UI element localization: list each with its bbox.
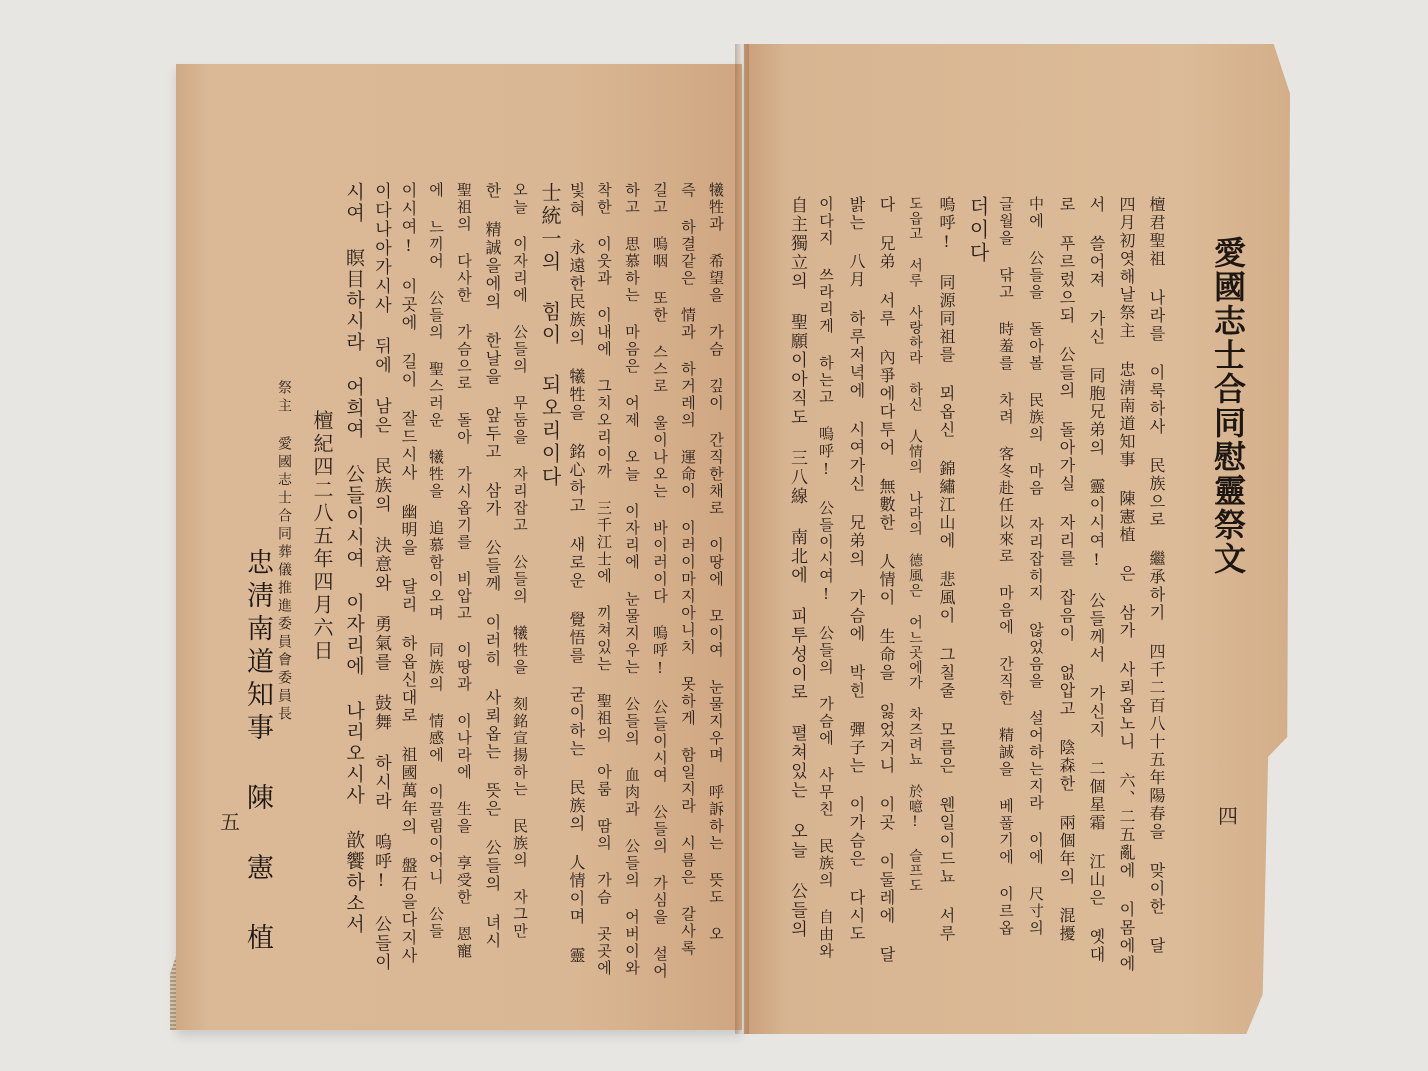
signature-role: 祭主 愛國志士合同葬儀推進委員會委員長 [276, 380, 292, 724]
page-number-left: 五 [220, 810, 240, 834]
text-column: 에 느끼어 公들의 聖스러운 犧牲을 追慕함이오며 同族의 情感에 이끌림이어니 公들 [427, 182, 445, 940]
book-gutter [735, 44, 749, 1034]
text-column: 한 精誠을에의 한날을 앞두고 삼가 公들께 이러히 사뢰옵는 뜻은 公들의 녀시 [483, 182, 502, 950]
text-column: 犧牲과 希望을 가슴 깊이 간직한채로 이땅에 모이여 눈물지우며 呼訴하는 뜻도 오 [707, 182, 725, 943]
text-column: 더이다 [966, 196, 990, 265]
text-column: 서 쓸어져 가신 同胞兄弟의 靈이시여! 公들께서 가신지 二個星霜 江山은 옛대 [1087, 196, 1106, 964]
text-column: 이시여! 이곳에 길이 잘드시사 幽明을 달리 하옵신대로 祖國萬年의 盤石을다지사 [399, 182, 418, 965]
text-column: 檀君聖祖 나라를 이룩하사 民族으로 繼承하기 四千二百八十五年陽春을 맞이한 달 [1147, 196, 1166, 955]
signature-name: 忠淸南道知事 陳 憲 植 [242, 548, 273, 956]
text-column: 글월을 닦고 時羞를 차려 客冬赴任以來로 마음에 간직한 精誠을 베풀기에 이르옵 [997, 196, 1015, 937]
text-column: 로 푸르렀으되 公들의 돌아가실 자리를 잡음이 없압고 陰森한 兩個年의 混擾 [1057, 196, 1076, 943]
prayer-title: 愛國志士合同慰靈祭文 [1209, 236, 1247, 576]
text-column: 다 兄弟 서루 內爭에다투어 無數한 人情이 生命을 잃었거니 이곳 이둘레에 달 [877, 196, 896, 964]
text-column: 시여 瞑目하시라 어희여 公들이시여 이자리에 나리오시사 歆饗하소서 [343, 182, 365, 935]
date-line: 檀紀四二八五年四月六日 [310, 410, 334, 663]
text-column: 착한 이웃과 이내에 그치오리이까 三千江士에 끼쳐있는 聖祖의 아룸 땀의 가슴 곳곳에 [595, 182, 613, 977]
text-column: 하고 思慕하는 마음은 어제 오늘 이자리에 눈물지우는 公들의 血肉과 公들의 어버이와 [623, 182, 641, 977]
page-number-right: 四 [1218, 804, 1238, 828]
text-column: 이다나아가시사 뒤에 남은 民族의 決意와 勇氣를 鼓舞 하시라 嗚呼! 公들이 [371, 182, 391, 972]
text-column: 밝는 八月 하루저녁에 시여가신 兄弟의 가슴에 박힌 彈子는 이가슴은 다시도 [847, 196, 866, 943]
text-column: 自主獨立의 聖願이아직도 三八線 南北에 피투성이로 펼쳐있는 오늘 公들의 [787, 196, 807, 939]
text-column: 도읍고 서루 사랑하라 하신 人情의 나라의 德風은 어느곳에가 차즈려뇨 於噫! 슬프도 [907, 196, 923, 893]
text-column: 빛혀 永遠한民族의 犧牲을 銘心하고 새로운 覺悟를 굳이하는 民族의 人情이며 靈 [567, 182, 586, 965]
text-column: 길고 嗚咽 또한 스스로 울이나오는 바이러이다 嗚呼! 公들이시여 公들의 가심을 설어 [651, 182, 669, 980]
text-column: 오늘 이자리에 公들의 무둠을 자리잡고 公들의 犧牲을 刻銘宣揚하는 民族의 자그만 [511, 182, 529, 940]
text-column: 士統一의 힘이 되오리이다 [538, 182, 562, 489]
text-column: 嗚呼! 同源同祖를 뫼옵신 錦繡江山에 悲風이 그칠줄 모름은 웬일이드뇨 서루 [937, 196, 956, 943]
text-column: 四月初엿해날祭主 忠淸南道知事 陳憲植 은 삼가 사뢰옵노니 六、二五亂에 이몸에에 [1117, 196, 1136, 973]
text-column: 中에 公들을 돌아볼 民族의 마음 자리잡히지 않었음을 설어하는지라 이에 尺寸의 [1027, 196, 1045, 937]
text-column: 즉 하결같은 情과 하거레의 運命이 이러이마지아니치 못하게 함일지라 시름은 갈사록 [679, 182, 697, 957]
text-column: 聖祖의 다사한 가슴으로 돌아 가시옵기를 비압고 이땅과 이나라에 生을 享受한 恩寵 [455, 182, 473, 960]
text-column: 이다지 쓰라리게 하는고 嗚呼! 公들이시여! 公들의 가슴에 사무친 民族의 自由와 [817, 196, 835, 960]
